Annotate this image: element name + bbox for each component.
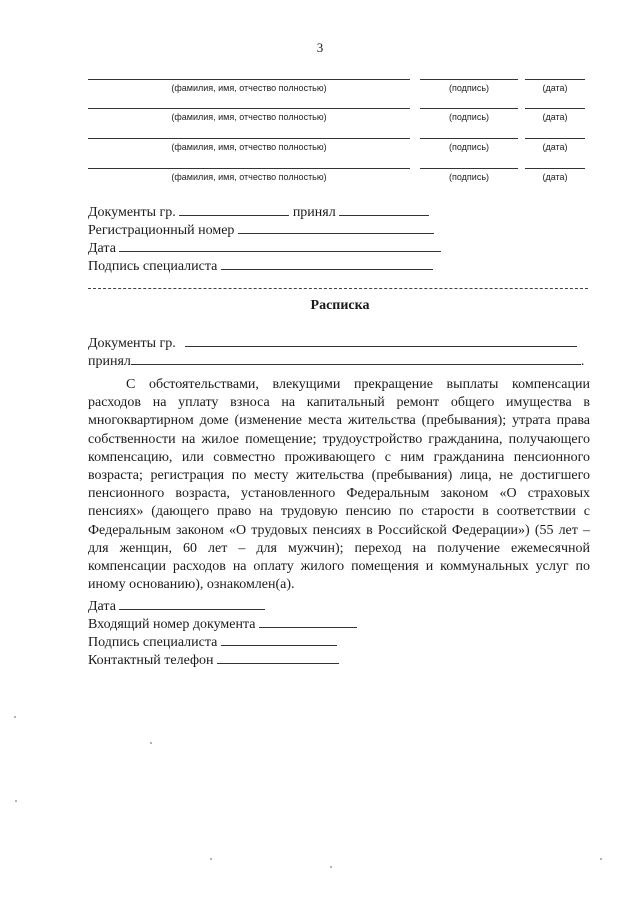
incoming-number-field[interactable] — [259, 614, 357, 628]
cut-line — [88, 288, 588, 289]
scan-speck — [14, 716, 16, 718]
date-label: Дата — [88, 599, 116, 614]
end-period: . — [580, 354, 585, 369]
specialist-signature-field[interactable] — [221, 632, 337, 646]
scan-speck — [330, 866, 332, 868]
receipt-title: Расписка — [310, 298, 370, 313]
page-number: 3 — [316, 40, 324, 55]
incoming-number-label: Входящий номер документа — [88, 617, 256, 632]
date-line — [525, 138, 585, 139]
signature-row — [88, 79, 588, 101]
scan-speck — [150, 742, 152, 744]
receipt-date-line — [88, 596, 265, 616]
signature-caption: (подпись) — [448, 83, 490, 93]
signature-line — [420, 108, 518, 109]
date-line — [525, 108, 585, 109]
accepted-by-field[interactable] — [339, 202, 429, 216]
scan-speck — [600, 858, 602, 860]
scan-speck — [210, 858, 212, 860]
signature-row — [88, 138, 588, 160]
name-caption: (фамилия, имя, отчество полностью) — [171, 112, 327, 122]
specialist-signature-label: Подпись специалиста — [88, 259, 218, 274]
signature-line — [420, 79, 518, 80]
name-line — [88, 108, 410, 109]
signature-caption: (подпись) — [448, 142, 490, 152]
signature-line — [420, 138, 518, 139]
accepted-label: принял — [88, 354, 131, 369]
contact-phone-line — [88, 650, 339, 670]
receipt-accepted-line — [88, 351, 598, 371]
date-caption: (дата) — [542, 112, 568, 122]
receipt-paragraph: С обстоятельствами, влекущими прекращение выплаты компенсации расходов на уплату взноса на капитальный ремонт общего имущества в многоквартирном доме (изменение места жительства (пребывания); утрата права собственности на жилое помещение; трудоустройство гражданина, получающего компенсацию, или совместно проживающего с ним гражданина пенсионного возраста; регистрация по месту жительства (пребывания) лица, не достигшего пенсионного возраста, установленного Федеральным законом «О страховых пенсиях» (дающего право на трудовую пенсию по старости в соответствии с Федеральным законом «О трудовых пенсиях в Российской Федерации») (55 лет – для женщин, 60 лет – для мужчин); переход на получение ежемесячной компенсации расходов на оплату жилого помещения и коммунальных услуг по иному основанию), ознакомлен(а). — [88, 377, 590, 593]
signature-caption: (подпись) — [448, 112, 490, 122]
name-line — [88, 79, 410, 80]
date-line — [525, 79, 585, 80]
specialist-signature-label: Подпись специалиста — [88, 635, 218, 650]
signature-line — [420, 168, 518, 169]
documents-label: Документы гр. — [88, 205, 176, 220]
citizen-name-field[interactable] — [185, 333, 577, 347]
date-label: Дата — [88, 241, 116, 256]
accepted-label: принял — [292, 205, 336, 220]
reg-number-field[interactable] — [238, 220, 434, 234]
date-caption: (дата) — [542, 172, 568, 182]
name-caption: (фамилия, имя, отчество полностью) — [171, 83, 327, 93]
date-field[interactable] — [119, 596, 265, 610]
signature-caption: (подпись) — [448, 172, 490, 182]
documents-label: Документы гр. — [88, 336, 176, 351]
name-caption: (фамилия, имя, отчество полностью) — [171, 142, 327, 152]
date-caption: (дата) — [542, 83, 568, 93]
signature-row — [88, 108, 588, 130]
intake-date-line — [88, 238, 441, 258]
name-line — [88, 168, 410, 169]
reg-number-label: Регистрационный номер — [88, 223, 235, 238]
intake-signature-line — [88, 256, 433, 276]
contact-phone-label: Контактный телефон — [88, 653, 214, 668]
date-line — [525, 168, 585, 169]
receipt-documents-line — [88, 333, 590, 353]
specialist-signature-field[interactable] — [221, 256, 433, 270]
receipt-signature-line — [88, 632, 337, 652]
signature-row — [88, 168, 588, 190]
name-caption: (фамилия, имя, отчество полностью) — [171, 172, 327, 182]
date-caption: (дата) — [542, 142, 568, 152]
contact-phone-field[interactable] — [217, 650, 339, 664]
intake-documents-line — [88, 202, 429, 222]
incoming-number-line — [88, 614, 357, 634]
accepted-by-field[interactable] — [131, 351, 581, 365]
date-field[interactable] — [119, 238, 441, 252]
scan-speck — [15, 800, 17, 802]
citizen-name-field[interactable] — [179, 202, 289, 216]
name-line — [88, 138, 410, 139]
reg-number-line — [88, 220, 434, 240]
